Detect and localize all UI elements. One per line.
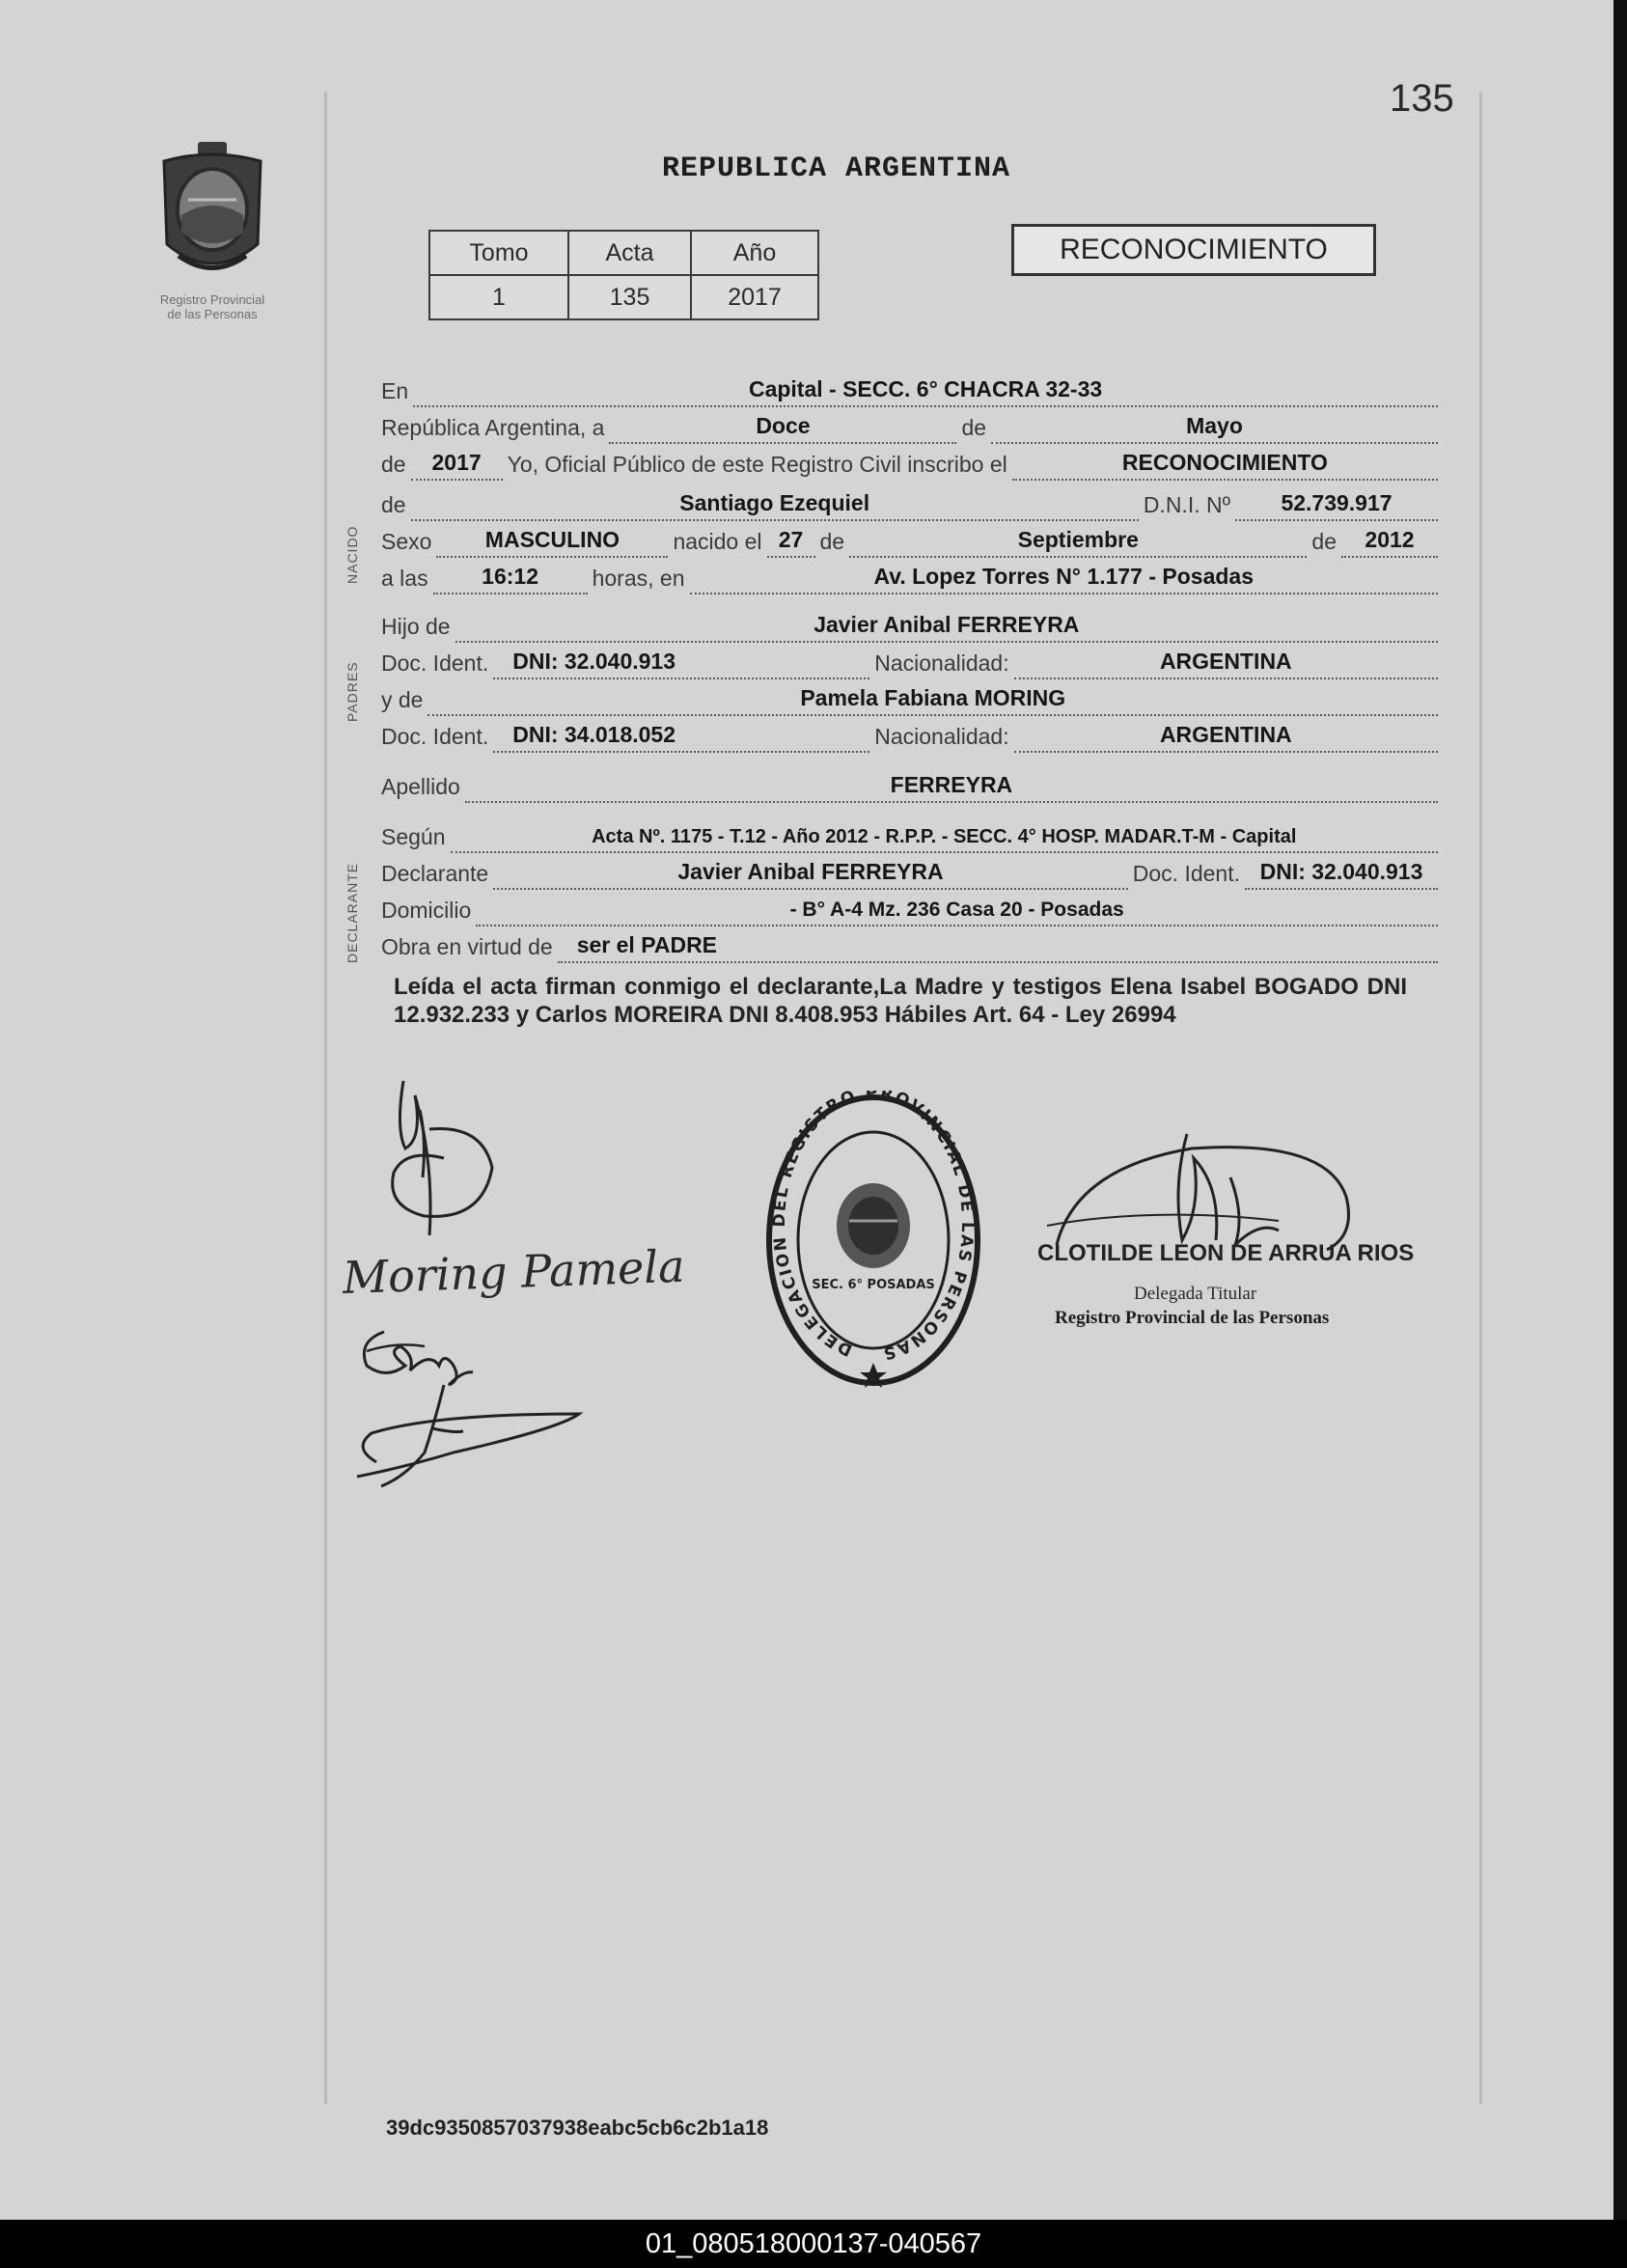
value-surname: FERREYRA	[465, 772, 1438, 803]
label-alas: a las	[381, 566, 428, 591]
reference-header-row	[429, 231, 818, 275]
official-name: CLOTILDE LEON DE ARRUA RIOS	[1037, 1240, 1415, 1266]
label-doc-declarante: Doc. Ident.	[1132, 861, 1240, 886]
footer-id-bar: 01_080518000137-040567	[0, 2220, 1627, 2268]
value-birth-place: Av. Lopez Torres N° 1.177 - Posadas	[690, 564, 1439, 595]
scan-edge	[1613, 0, 1627, 2220]
value-act-type: RECONOCIMIENTO	[1012, 450, 1438, 481]
value-year: 2017	[411, 450, 503, 481]
value-father-nationality: ARGENTINA	[1014, 649, 1438, 679]
reference-value-ano: 2017	[691, 275, 818, 319]
row-declarante	[381, 855, 1443, 890]
side-label-padres: PADRES	[345, 661, 360, 722]
value-declarante-name: Javier Anibal FERREYRA	[493, 859, 1128, 890]
closing-statement: Leída el acta firman conmigo el declarante,La Madre y testigos Elena Isabel BOGADO DNI 12.932.233 y Carlos MOREIRA DNI 8.408.953 Hábiles Art. 64 - Ley 26994	[394, 974, 1407, 1028]
row-mother	[381, 681, 1443, 716]
seal-emblem-icon	[837, 1183, 910, 1268]
witness-signature-2	[347, 1375, 598, 1491]
row-father-doc	[381, 645, 1443, 679]
label-inscribo: Yo, Oficial Público de este Registro Civil inscribo el	[507, 452, 1007, 477]
label-nacionalidad-mother: Nacionalidad:	[874, 724, 1009, 749]
label-yde: y de	[381, 687, 424, 712]
label-de-month: de	[961, 415, 987, 440]
reference-header-tomo: Tomo	[429, 231, 568, 275]
reference-value-row	[429, 275, 818, 319]
reference-value-acta: 135	[568, 275, 691, 319]
value-father-doc: DNI: 32.040.913	[493, 649, 869, 679]
label-segun: Según	[381, 824, 446, 849]
value-day: Doce	[609, 413, 956, 444]
left-margin-line	[324, 92, 327, 2104]
label-de-birth-year: de	[1311, 529, 1337, 554]
record-type-box: RECONOCIMIENTO	[1011, 224, 1376, 276]
value-declarante-doc: DNI: 32.040.913	[1245, 859, 1438, 890]
label-de-name: de	[381, 492, 406, 517]
value-segun: Acta Nº. 1175 - T.12 - Año 2012 - R.P.P. - SECC. 4° HOSP. MADAR.T-M - Capital	[451, 826, 1438, 853]
value-birth-month: Septiembre	[849, 527, 1307, 558]
row-time-place	[381, 560, 1443, 595]
seal-center-text: SEC. 6° POSADAS	[812, 1278, 935, 1292]
row-name	[381, 486, 1443, 521]
label-nacionalidad-father: Nacionalidad:	[874, 650, 1009, 676]
label-domicilio: Domicilio	[381, 898, 472, 923]
row-surname	[381, 768, 1443, 803]
mother-signature-text: Moring Pamela	[342, 1239, 686, 1305]
row-mother-doc	[381, 718, 1443, 753]
label-horas: horas, en	[592, 566, 685, 591]
official-seal	[762, 1091, 984, 1395]
reference-table	[428, 230, 819, 320]
value-mother-name: Pamela Fabiana MORING	[427, 685, 1438, 716]
label-declarante: Declarante	[381, 861, 489, 886]
reference-value-tomo: 1	[429, 275, 568, 319]
row-year-act	[381, 446, 1443, 481]
official-organization: Registro Provincial de las Personas	[1055, 1308, 1330, 1328]
page-number: 135	[1390, 77, 1454, 120]
row-sex-birth	[381, 523, 1443, 558]
label-sexo: Sexo	[381, 529, 432, 554]
value-obra: ser el PADRE	[558, 932, 1438, 963]
value-place-registration: Capital - SECC. 6° CHACRA 32-33	[413, 376, 1438, 407]
row-date	[381, 409, 1443, 444]
registry-logo	[125, 140, 299, 321]
value-child-dni: 52.739.917	[1235, 490, 1438, 521]
label-dni: D.N.I. Nº	[1143, 492, 1230, 517]
reference-header-ano: Año	[691, 231, 818, 275]
label-obra: Obra en virtud de	[381, 934, 553, 959]
seal-ring-text: DELEGACION DEL REGISTRO PROVINCIAL DE LAS PERSONAS	[769, 1091, 978, 1364]
value-father-name: Javier Anibal FERREYRA	[455, 612, 1438, 643]
value-birth-time: 16:12	[433, 564, 588, 595]
value-sexo: MASCULINO	[436, 527, 668, 558]
side-label-nacido: NACIDO	[345, 525, 360, 584]
logo-caption-line2: de las Personas	[167, 307, 258, 321]
label-doc-mother: Doc. Ident.	[381, 724, 489, 749]
declarant-signature	[376, 1071, 521, 1245]
label-en: En	[381, 378, 409, 403]
value-birth-year: 2012	[1341, 527, 1438, 558]
mother-signature	[338, 1235, 686, 1313]
document-title: REPUBLICA ARGENTINA	[662, 152, 1011, 185]
value-domicilio: - B° A-4 Mz. 236 Casa 20 - Posadas	[476, 899, 1438, 927]
logo-caption-line1: Registro Provincial	[159, 292, 265, 307]
value-mother-nationality: ARGENTINA	[1014, 722, 1438, 753]
value-birth-day: 27	[767, 527, 815, 558]
side-label-declarante: DECLARANTE	[345, 862, 360, 963]
label-nacido: nacido el	[673, 529, 762, 554]
right-margin-line	[1479, 92, 1482, 2104]
row-en	[381, 373, 1443, 407]
label-doc-father: Doc. Ident.	[381, 650, 489, 676]
value-mother-doc: DNI: 34.018.052	[493, 722, 869, 753]
official-title: Delegada Titular	[1134, 1284, 1257, 1304]
label-republica: República Argentina, a	[381, 415, 605, 440]
row-segun	[381, 818, 1443, 853]
row-father	[381, 608, 1443, 643]
value-month: Mayo	[991, 413, 1438, 444]
label-de-year: de	[381, 452, 406, 477]
value-child-name: Santiago Ezequiel	[411, 490, 1139, 521]
label-apellido: Apellido	[381, 774, 460, 799]
row-domicilio	[381, 892, 1443, 927]
document-hash: 39dc9350857037938eabc5cb6c2b1a18	[386, 2116, 769, 2140]
row-obra	[381, 928, 1443, 963]
reference-header-acta: Acta	[568, 231, 691, 275]
label-de-birth-month: de	[819, 529, 845, 554]
label-hijo: Hijo de	[381, 614, 451, 639]
provincial-shield-icon	[150, 140, 275, 285]
